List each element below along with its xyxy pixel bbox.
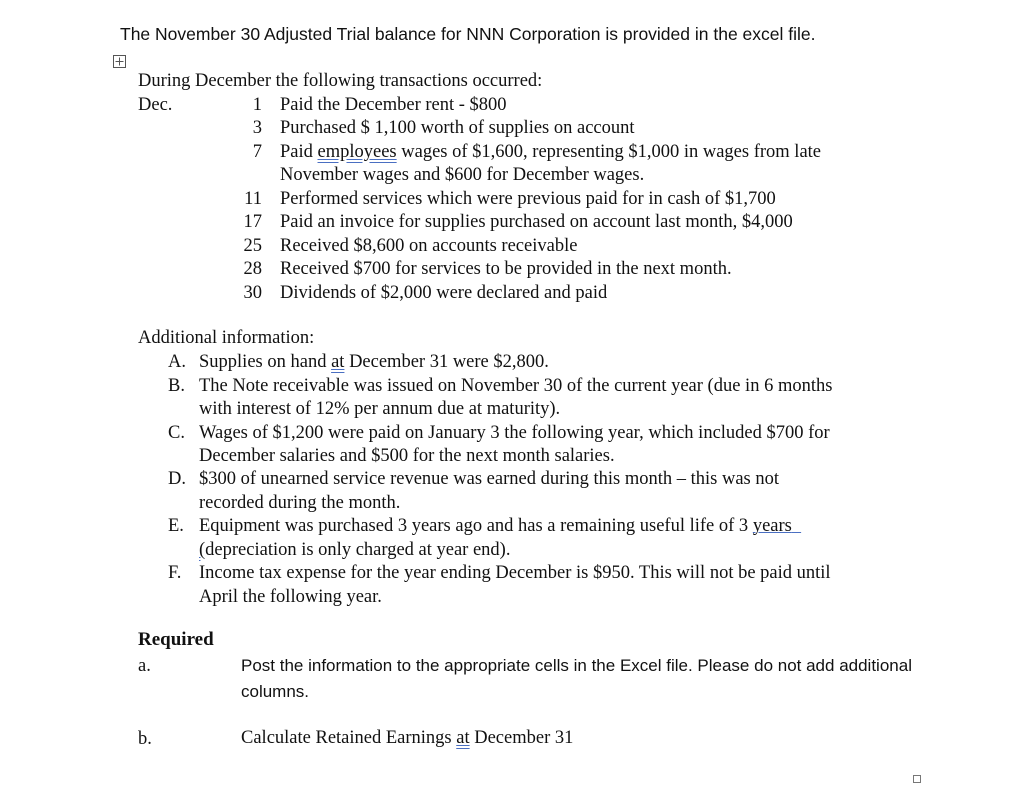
transaction-day: 11 [244, 189, 262, 209]
transaction-text-continued: November wages and $600 for December wages. [280, 165, 645, 185]
transaction-text: Paid the December rent - $800 [280, 95, 507, 115]
additional-item: Equipment was purchased 3 years ago and has a remaining useful life of 3 years [199, 516, 792, 536]
spellcheck-word: employees [317, 142, 397, 162]
move-cross-icon [114, 56, 125, 67]
required-heading: Required [138, 629, 214, 650]
required-label: a. [138, 656, 151, 676]
item-letter: C. [168, 423, 185, 443]
transaction-text: Received $700 for services to be provided in the next month. [280, 259, 732, 279]
transaction-day: 1 [252, 95, 262, 115]
transaction-day: 25 [243, 236, 262, 256]
required-item: Post the information to the appropriate cells in the Excel file. Please do not add additional columns. [241, 656, 912, 701]
transaction-text: Purchased $ 1,100 worth of supplies on account [280, 118, 635, 138]
grammar-mark: at [456, 728, 470, 748]
grammar-mark: at [331, 352, 345, 372]
transactions-intro: During December the following transactions occurred: [138, 71, 543, 91]
additional-item-continued: (depreciation is only charged at year end). [199, 540, 511, 560]
item-letter: B. [168, 376, 185, 396]
additional-item: Supplies on hand at December 31 were $2,800. [199, 352, 549, 372]
additional-heading: Additional information: [138, 328, 315, 348]
transaction-day: 17 [243, 212, 262, 232]
additional-item: The Note receivable was issued on November 30 of the current year (due in 6 months [199, 376, 833, 396]
transaction-text: Paid employees wages of $1,600, representing $1,000 in wages from late [280, 142, 822, 162]
transaction-text: Paid an invoice for supplies purchased on account last month, $4,000 [280, 212, 793, 232]
transaction-day: 7 [252, 142, 262, 162]
page-title: The November 30 Adjusted Trial balance for NNN Corporation is provided in the excel file. [120, 24, 816, 44]
required-item: Calculate Retained Earnings at December 31 [241, 728, 574, 748]
item-letter: A. [168, 352, 186, 372]
transaction-text: Performed services which were previous paid for in cash of $1,700 [280, 189, 776, 209]
transaction-day: 28 [243, 259, 262, 279]
additional-item-continued: December salaries and $500 for the next month salaries. [199, 446, 615, 466]
item-letter: D. [168, 469, 186, 489]
additional-item: $300 of unearned service revenue was earned during this month – this was not [199, 469, 780, 489]
additional-item-continued: April the following year. [199, 587, 382, 607]
table-move-handle[interactable] [113, 55, 126, 68]
additional-item: Income tax expense for the year ending December is $950. This will not be paid until [199, 563, 831, 583]
additional-item-continued: recorded during the month. [199, 493, 401, 513]
item-letter: F. [168, 563, 182, 583]
grammar-mark: years [752, 516, 792, 536]
transaction-text: Dividends of $2,000 were declared and paid [280, 283, 608, 303]
additional-item-continued: with interest of 12% per annum due at maturity). [199, 399, 561, 419]
transaction-day: 30 [243, 283, 262, 303]
required-label: b. [138, 729, 152, 749]
grammar-mark: ( [199, 540, 206, 560]
transaction-day: 3 [252, 118, 262, 138]
item-letter: E. [168, 516, 184, 536]
transaction-text: Received $8,600 on accounts receivable [280, 236, 578, 256]
additional-item: Wages of $1,200 were paid on January 3 the following year, which included $700 for [199, 423, 830, 443]
month-label: Dec. [138, 95, 173, 115]
resize-handle[interactable] [913, 775, 921, 783]
